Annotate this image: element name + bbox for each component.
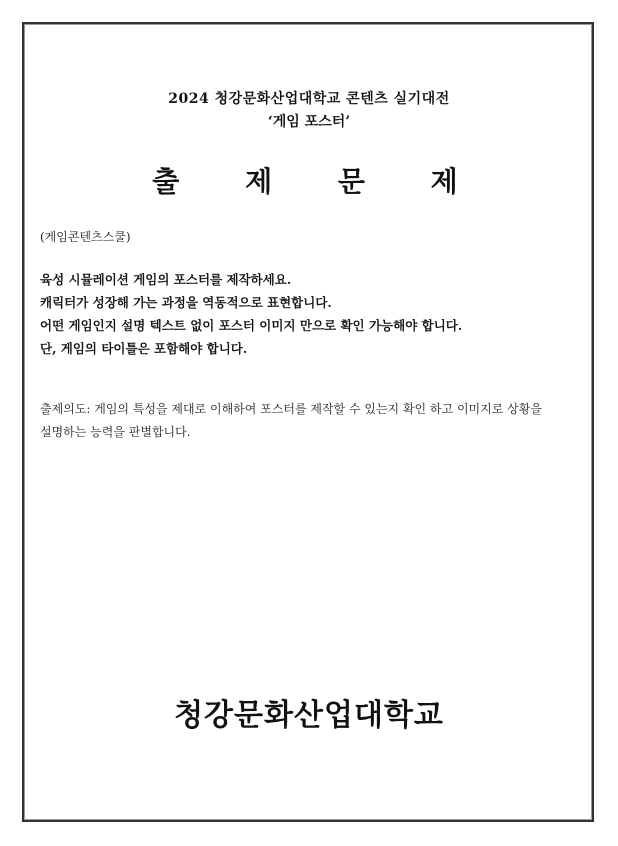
instruction-line: 육성 시뮬레이션 게임의 포스터를 제작하세요. [40,272,292,287]
school-name: 청강문화산업대학교 [174,698,444,733]
exam-intent: 출제의도: 게임의 특성을 제대로 이해하여 포스터를 제작할 수 있는지 확인 하고 이미지로 상황을 설명하는 능력을 판별합니다. [40,402,542,439]
instructions [40,268,580,360]
page-title: 출 제 문 제 [152,165,486,198]
exam-subheader: ‘게임 포스터’ [267,114,351,130]
instruction-line: 어떤 게임인지 설명 텍스트 없이 포스터 이미지 만으로 확인 가능해야 합니다. [40,318,463,333]
department-label: (게임콘텐츠스쿨) [40,230,131,244]
instruction-line: 캐릭터가 성장해 가는 과정을 역동적으로 표현합니다. [40,295,332,310]
instruction-line: 단, 게임의 타이틀은 포함해야 합니다. [40,341,248,356]
exam-header: 2024 청강문화산업대학교 콘텐츠 실기대전 [168,91,450,107]
